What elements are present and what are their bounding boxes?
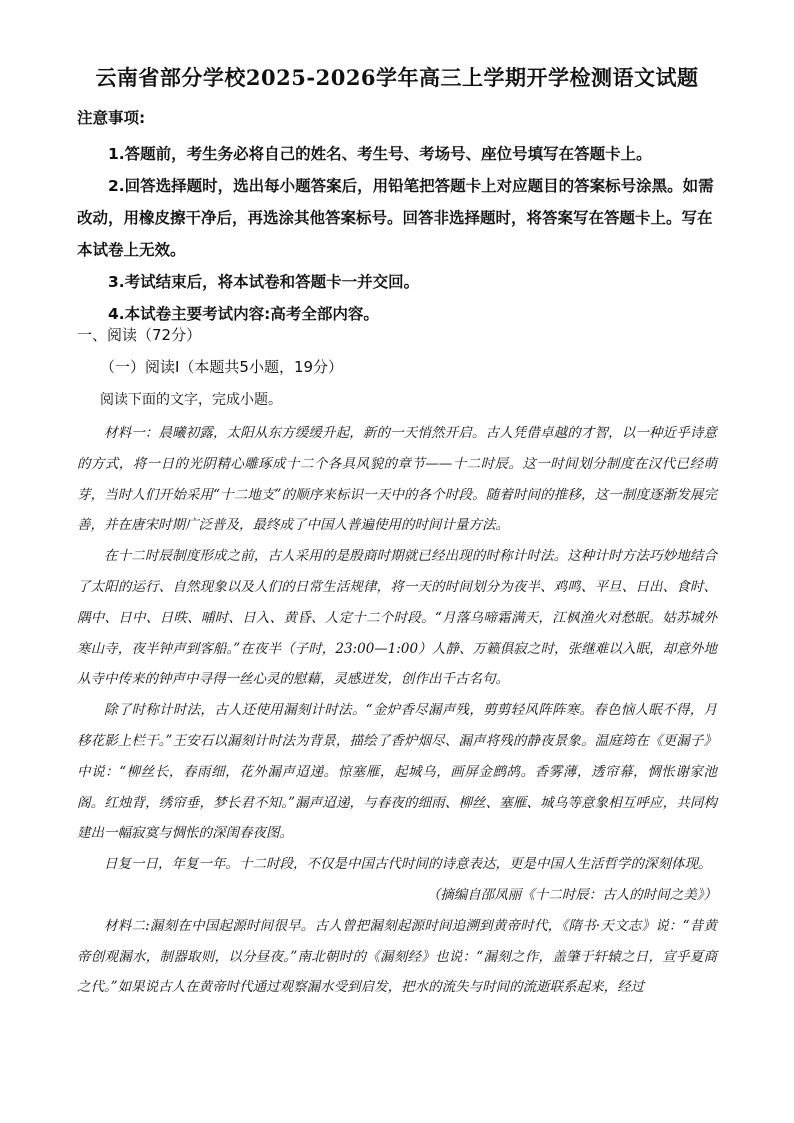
page-title: 云南省部分学校2025-2026学年高三上学期开学检测语文试题 (95, 65, 699, 90)
notice-list (77, 138, 717, 330)
passage-source: （摘编自邵凤丽《十二时辰：古人的时间之美》） (426, 886, 717, 903)
passage-paragraph: 除了时称计时法，古人还使用漏刻计时法。“金炉香尽漏声残，剪剪轻风阵阵寒。春色恼人眠不得，月移花影上栏干。”王安石以漏刻计时法为背景，描绘了香炉烟尽、漏声将残的静夜景象。温庭筠在《更漏子》中说：“柳丝长，春雨细，花外漏声迢递。惊塞雁，起城乌，画屏金鹧鸪。香雾薄，透帘幕，惆怅谢家池阁。红烛背，绣帘垂，梦长君不知。”漏声迢递，与春夜的细雨、柳丝、塞雁、城乌等意象相互呼应，共同构建出一幅寂寞与惆怅的深闺春夜图。 (77, 702, 717, 842)
reading-passage (77, 418, 717, 1003)
notice-item: 1.答题前，考生务必将自己的姓名、考生号、考场号、座位号填写在答题卡上。 (108, 145, 652, 163)
notice-heading: 注意事项: (77, 109, 146, 127)
section-title: 一、阅读（72分） (77, 326, 202, 344)
passage-paragraph: 材料二:漏刻在中国起源时间很早。古人曾把漏刻起源时间追溯到黄帝时代，《隋书·天文志》说：“昔黄帝创观漏水，制器取则，以分昼夜。”南北朝时的《漏刻经》也说：“漏刻之作，盖肇于轩辕之日，宣乎夏商之代。”如果说古人在黄帝时代通过观察漏水受到启发，把水的流失与时间的流逝联系起来，经过 (77, 917, 717, 996)
passage-paragraph: 材料一：晨曦初露，太阳从东方缓缓升起，新的一天悄然开启。古人凭借卓越的才智，以一种近乎诗意的方式，将一日的光阴精心雕琢成十二个各具风貌的章节——十二时辰。这一时间划分制度在汉代已经萌芽，当时人们开始采用“十二地支”的顺序来标识一天中的各个时段。随着时间的推移，这一制度逐渐发展完善，并在唐宋时期广泛普及，最终成了中国人普遍使用的时间计量方法。 (77, 425, 717, 534)
passage-paragraph: 在十二时辰制度形成之前，古人采用的是殷商时期就已经出现的时称计时法。这种计时方法巧妙地结合了太阳的运行、自然现象以及人们的日常生活规律，将一天的时间划分为夜半、鸡鸣、平旦、日出、食时、隅中、日中、日昳、晡时、日入、黄昏、人定十二个时段。“月落乌啼霜满天，江枫渔火对愁眠。姑苏城外寒山寺，夜半钟声到客船。”在夜半（子时，23:00—1:00）人静、万籁俱寂之时，张继难以入眠，却意外地从寺中传来的钟声中寻得一丝心灵的慰藉，灵感迸发，创作出千古名句。 (77, 548, 717, 688)
notice-item: 3.考试结束后，将本试卷和答题卡一并交回。 (108, 273, 420, 291)
notice-item: 2.回答选择题时，选出每小题答案后，用铅笔把答题卡上对应题目的答案标号涂黑。如需改动，用橡皮擦干净后，再选涂其他答案标号。回答非选择题时，将答案写在答题卡上。写在本试卷上无效。 (77, 177, 714, 259)
subsection-title: （一）阅读Ⅰ（本题共5小题，19分） (100, 358, 344, 376)
reading-instruction: 阅读下面的文字，完成小题。 (100, 392, 282, 408)
notice-item: 4.本试卷主要考试内容:高考全部内容。 (108, 305, 379, 323)
passage-paragraph: 日复一日，年复一年。十二时段，不仅是中国古代时间的诗意表达，更是中国人生活哲学的深刻体现。 (104, 856, 712, 873)
